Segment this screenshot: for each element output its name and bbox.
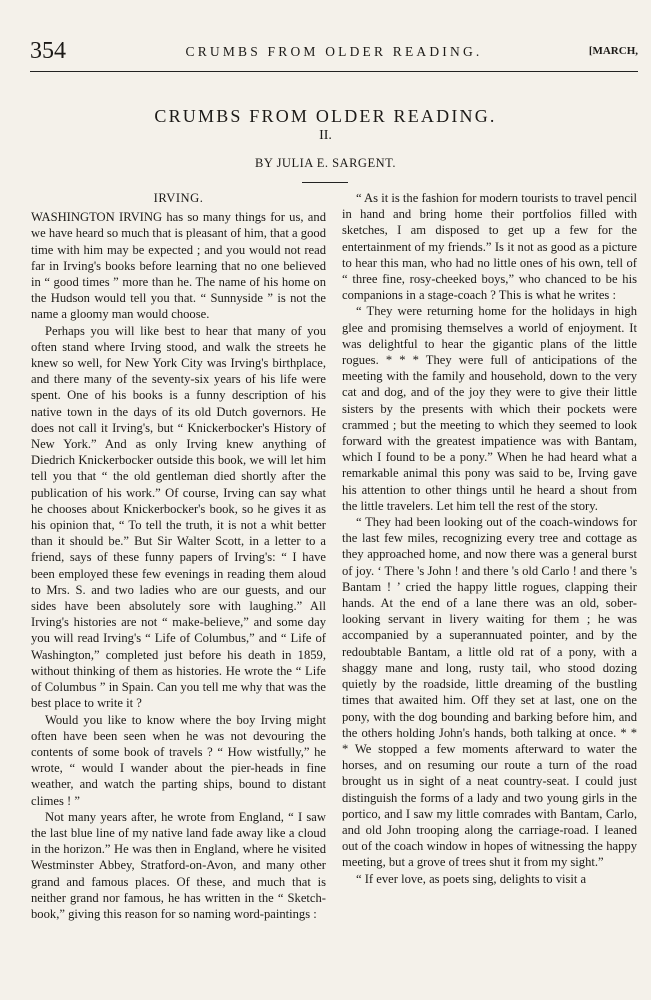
header-rule [30,71,638,72]
paragraph: “ They had been looking out of the coach-windows for the last few miles, recognizing every tree and cottage as they approached home, and now there was a general burst of joy. ‘ There 's John ! and there 's old Carlo ! and there 's Bantam ! ’ cried the happy little rogues, clapping their hands. At the end of a lane there was an old, sober-looking servant in livery waiting for them ; he was accompanied by a superannuated pointer, and by the redoubtable Bantam, a little old rat of a pony, with a shaggy mane and long, rusty tail, who stood dozing quietly by the roadside, little dreaming of the bustling times that awaited him. Off they set at last, one on the pony, with the dog bounding and barking before him, and the others holding John's hands, both talking at once. * * * We stopped a few moments afterward to water the horses, and on resuming our route a turn of the road brought us in sight of a neat country-seat. I could just distinguish the forms of a lady and two young girls in the portico, and I saw my little comrades with Bantam, Carlo, and old John trooping along the carriage-road. I leaned out of the coach window in hopes of witnessing the happy meeting, but a grove of trees shut it from my sight.” [342,515,637,870]
paragraph: Not many years after, he wrote from England, “ I saw the last blue line of my native land fade away like a cloud in the horizon.” He was then in England, where he visited Westminster Abbey, Stratford-on-Avon, and many other grand and famous places. Of these, and much that is neither grand nor famous, he has written in the “ Sketch-book,” giving this reason for so naming word-paintings : [31,809,326,921]
section-heading: IRVING. [153,191,204,205]
article-numeral: II. [319,128,332,143]
article-byline: BY JULIA E. SARGENT. [255,156,396,170]
article-title: CRUMBS FROM OLDER READING. [154,106,497,126]
right-column [342,190,637,887]
byline-rule [302,182,348,183]
paragraph: “ As it is the fashion for modern tourists to travel pencil in hand and bring home their portfolios filled with sketches, I am disposed to get up a few for the entertainment of my friends.” Is it not as good as a picture to hear this man, who had no little ones of his own, tell of “ three fine, rosy-cheeked boys,” who chanced to be his companions in a stage-coach ? This is what he writes : [342,191,637,303]
paragraph: “ They were returning home for the holidays in high glee and promising themselves a world of enjoyment. It was delightful to hear the gigantic plans of the little rogues. * * * They were full of anticipations of the meeting with the family and household, down to the very cat and dog, and of the joy they were to give their little sisters by the presents with which their pockets were crammed ; but the meeting to which they seemed to look forward with the greatest impatience was with Bantam, which I found to be a pony.” When he had heard what a remarkable animal this pony was said to be, Irving gave his attention to other things until he heard a shout from the little travelers. Let him tell the rest of the story. [342,304,637,513]
running-month: [MARCH, [588,45,638,57]
left-column [31,190,326,922]
paragraph: Would you like to know where the boy Irving might often have been seen when he was not devouring the contents of some book of travels ? “ How wistfully,” he wrote, “ would I wander about the pier-heads in fine weather, and watch the parting ships, bound to distant climes ! ” [31,712,326,808]
paragraph: WASHINGTON IRVING has so many things for us, and we have heard so much that is pleasant of him, that a good time with him may be expected ; and you would not read far in Irving's books before learning that no one believed in “ good times ” more than he. The name of his home on the Hudson would tell you that. “ Sunnyside ” is not the name a gloomy man would choose. [31,210,326,322]
page-number: 354 [30,38,66,64]
paragraph: Perhaps you will like best to hear that many of you often stand where Irving stood, and walk the streets he knew so well, for New York City was Irving's birthplace, and there many of the seventy-six years of his life were spent. One of his books is a funny description of his native town in the days of its old Dutch governors. He does not call it Irving's, but “ Knickerbocker's History of New York.” And as only Irving knew anything of Diedrich Knickerbocker outside this book, we will let him tell you that “ the old gentleman died shortly after the publication of his work.” Of course, Irving can say what he chooses about Knickerbocker's book, so he gives it as his opinion that, “ To tell the truth, it is not a whit better than it should be.” But Sir Walter Scott, in a letter to a friend, says of these funny papers of Irving's: “ I have been employed these few evenings in reading them aloud to Mrs. S. and two ladies who are our guests, and our sides have been absolutely sore with laughing.” All Irving's histories are not “ make-believe,” and some day you will read Irving's “ Life of Columbus,” and “ Life of Washington,” completed just before his death in 1859, without thinking of them as histories. He wrote the “ Life of Columbus ” in Spain. Can you tell me why that was the best place to write it ? [31,323,326,711]
running-header [30,38,638,68]
paragraph: “ If ever love, as poets sing, delights to visit a [356,871,587,886]
running-title: CRUMBS FROM OLDER READING. [185,44,483,59]
